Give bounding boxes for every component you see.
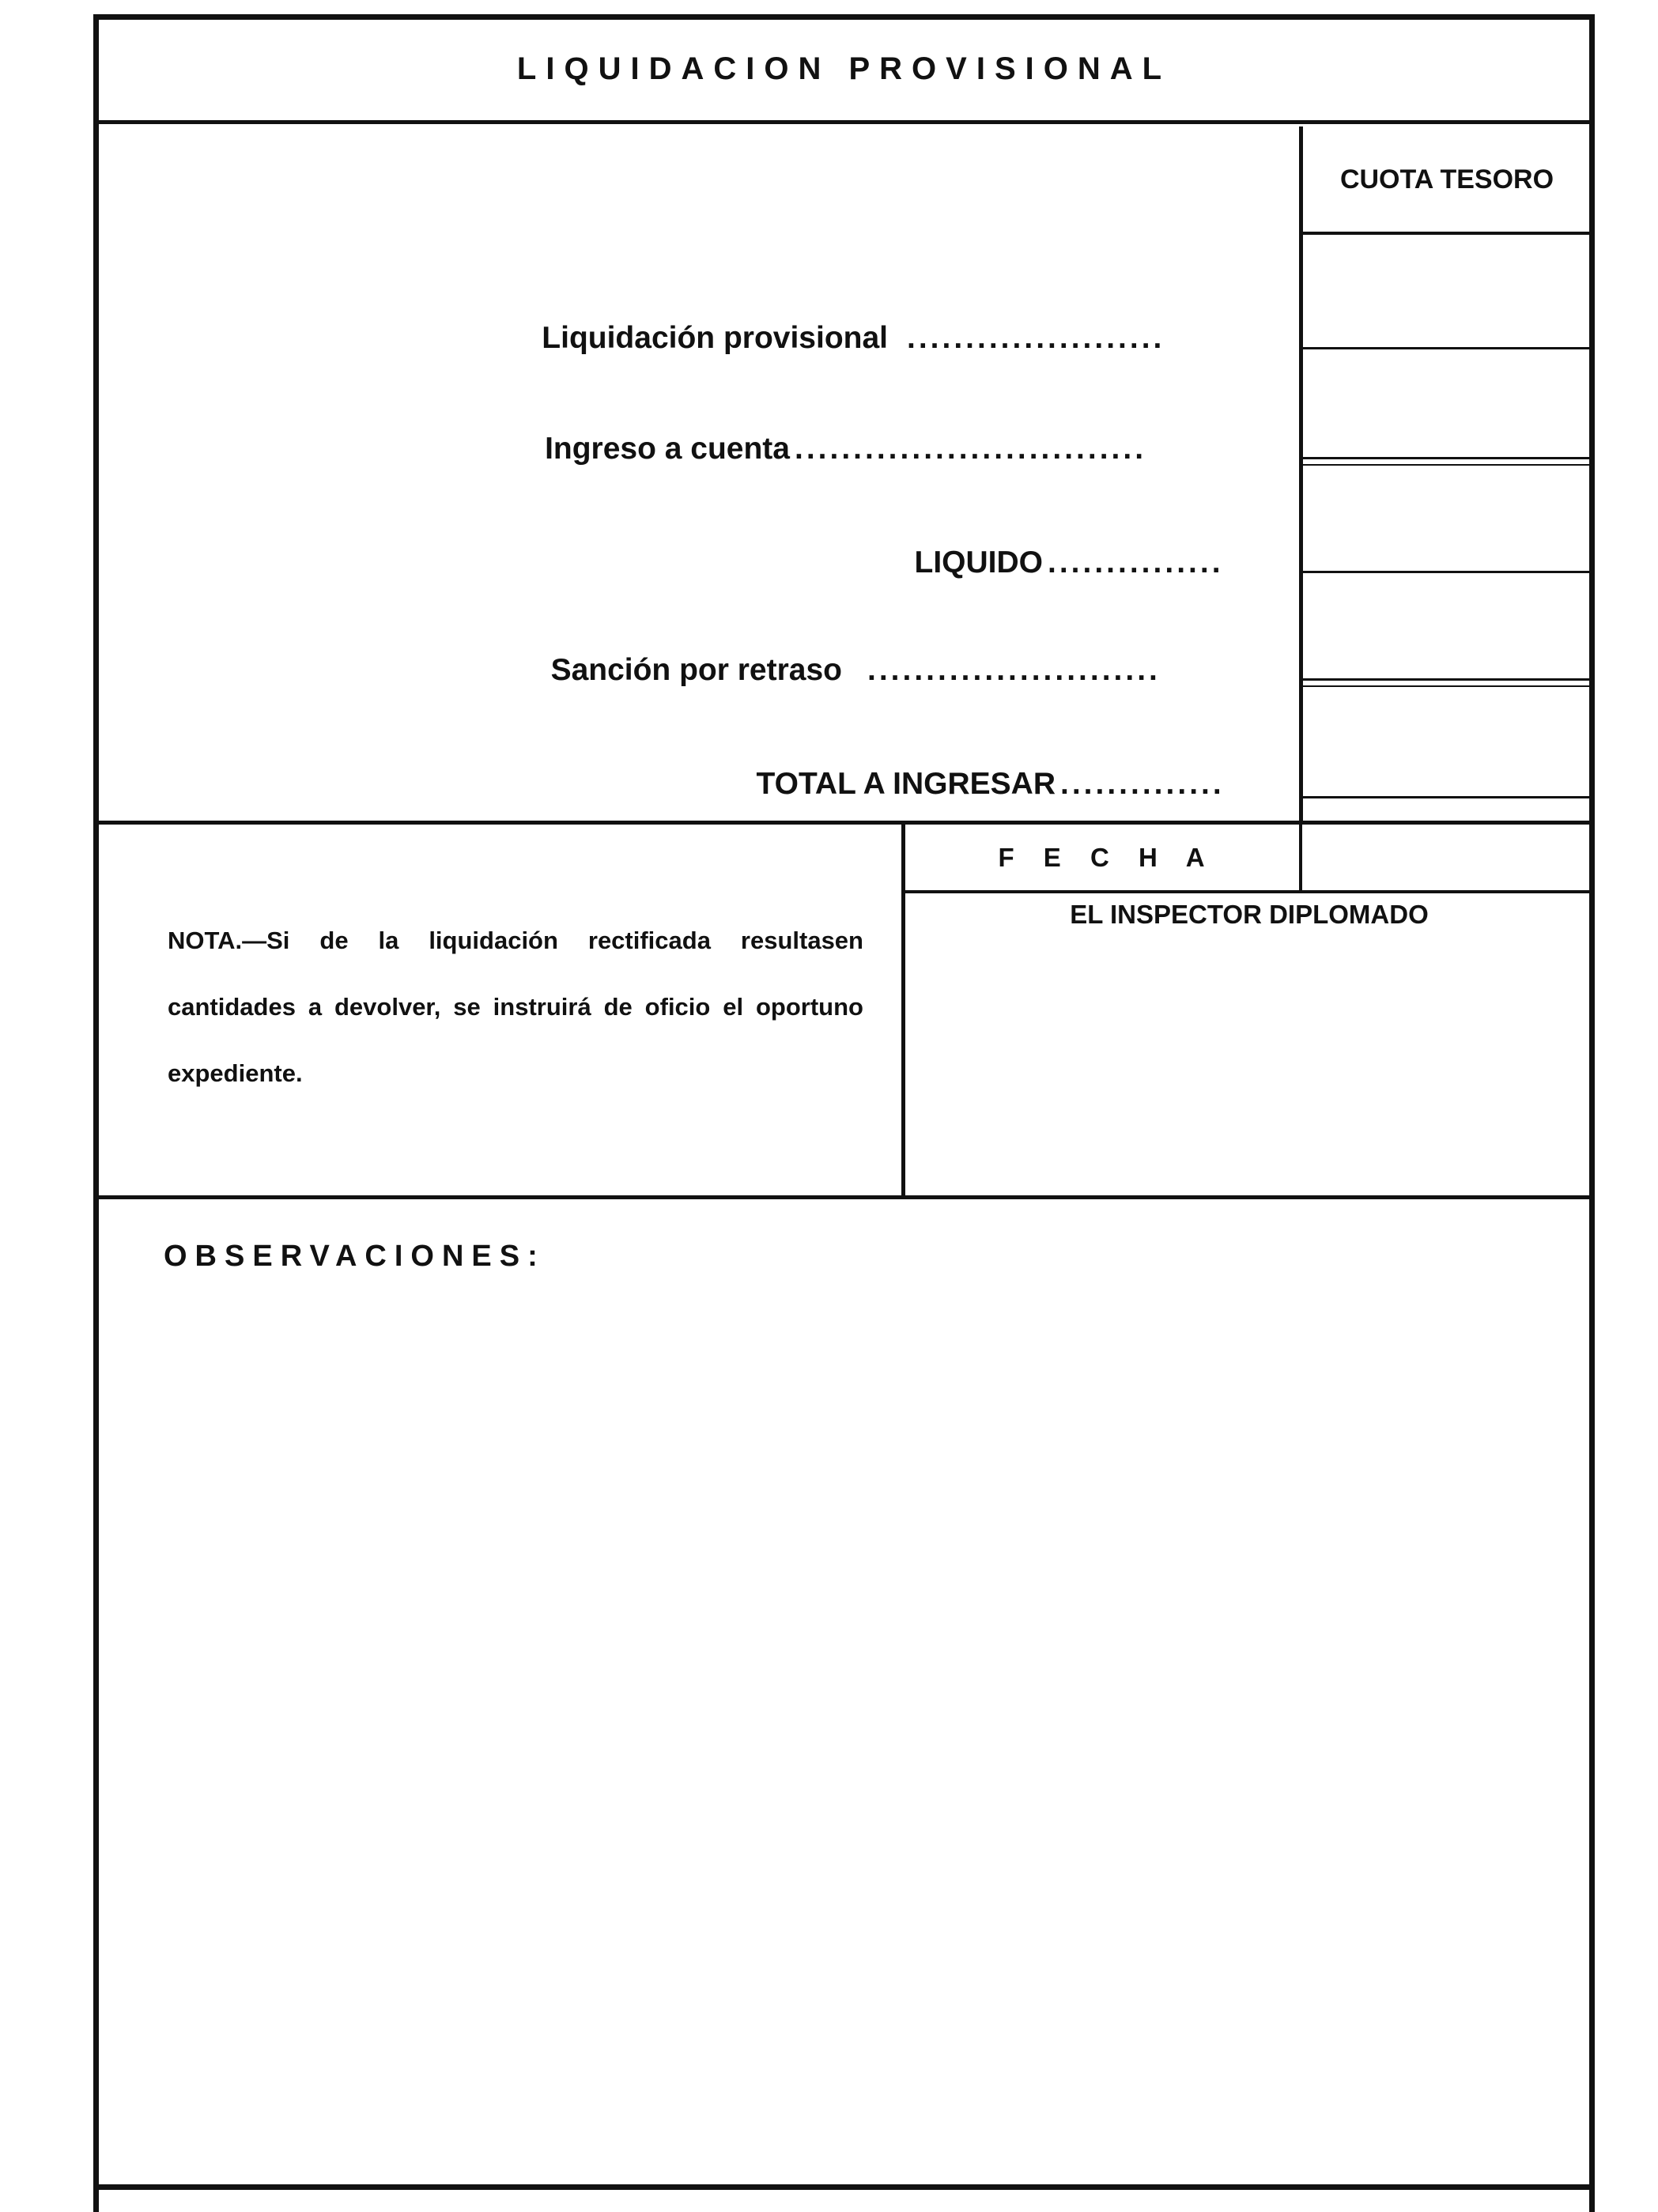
amount-cell-total[interactable]	[1303, 796, 1591, 798]
amount-cell-ingreso[interactable]	[1303, 457, 1591, 459]
row-ingreso-a-cuenta	[545, 432, 1294, 466]
amount-cell-sancion-double-rule	[1303, 685, 1591, 687]
nota-text: NOTA.—Si de la liquidación rectificada resultasen cantidades a devolver, se instruirá de oficio el oportuno expediente.	[168, 927, 863, 1087]
row-label-text: LIQUIDO	[914, 545, 1043, 579]
amount-cell-liquidacion[interactable]	[1303, 347, 1591, 349]
row-sancion-por-retraso	[551, 653, 1294, 688]
fecha-cell-divider	[1299, 825, 1302, 892]
row-total-a-ingresar	[757, 767, 1294, 802]
row-liquido	[915, 545, 1295, 580]
dot-leader: ..............................	[795, 432, 1147, 466]
dot-leader: .........................	[867, 653, 1161, 687]
row-label-text: Liquidación provisional	[542, 321, 888, 355]
amount-header-rule	[1303, 232, 1591, 235]
observaciones-area[interactable]	[103, 1281, 1585, 2174]
signature-label: EL INSPECTOR DIPLOMADO	[1070, 900, 1429, 929]
fecha-rule	[905, 890, 1591, 893]
fecha-label: F E C H A	[998, 843, 1216, 872]
amount-column-header: CUOTA TESORO	[1339, 164, 1554, 194]
nota-section-divider	[93, 1195, 1595, 1199]
row-liquidacion-provisional	[542, 321, 1294, 356]
dot-leader: ...............	[1048, 545, 1224, 579]
form-title: LIQUIDACION PROVISIONAL	[516, 51, 1172, 86]
title-divider	[93, 120, 1595, 124]
amount-cell-sancion[interactable]	[1303, 678, 1591, 681]
amount-cell-ingreso-double-rule	[1303, 464, 1591, 466]
form-bottom-border	[93, 2184, 1595, 2190]
row-label-text: TOTAL A INGRESAR	[756, 767, 1056, 801]
row-label-text: Sanción por retraso	[550, 653, 842, 687]
amount-column-divider	[1299, 126, 1303, 822]
amounts-section-divider	[93, 821, 1595, 825]
nota-fecha-divider	[901, 825, 905, 1196]
row-label-text: Ingreso a cuenta	[545, 432, 790, 466]
observaciones-label: OBSERVACIONES:	[164, 1240, 546, 1273]
dot-leader: ..............	[1060, 767, 1225, 801]
amount-cell-liquido[interactable]	[1303, 571, 1591, 573]
dot-leader: ......................	[907, 321, 1165, 355]
